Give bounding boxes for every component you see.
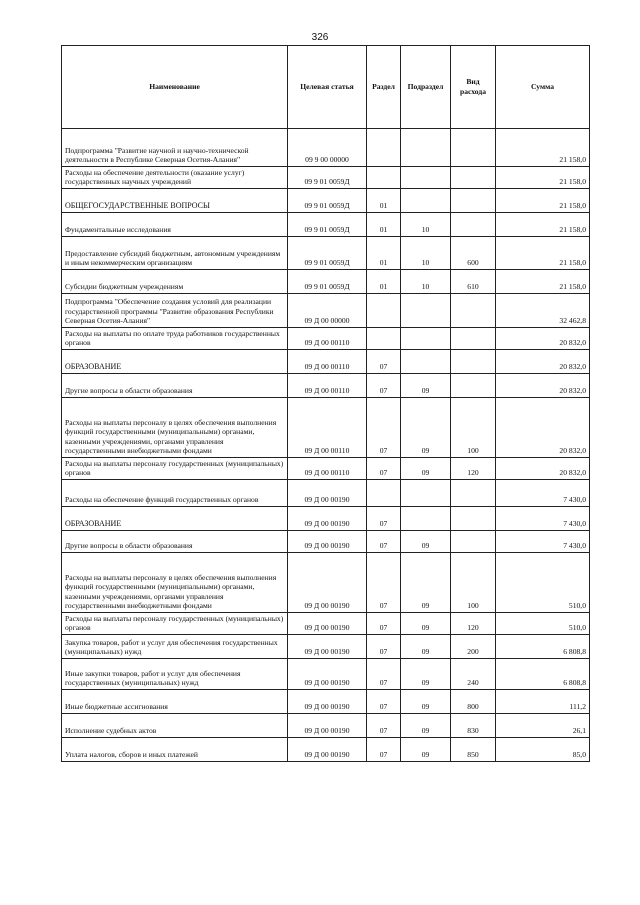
cell-sum: 20 832,0 — [496, 328, 590, 350]
cell-subsection — [401, 507, 451, 531]
cell-code: 09 9 01 0059Д — [288, 213, 367, 237]
cell-section — [367, 129, 401, 167]
cell-code: 09 Д 00 00110 — [288, 398, 367, 458]
cell-code: 09 9 01 0059Д — [288, 270, 367, 294]
cell-name: Расходы на выплаты персоналу в целях обеспечения выполнения функций государственными (муниципальными) органами, казенными учреждениями, органами управления государственными внебюджетными фондами — [62, 553, 288, 613]
cell-section: 07 — [367, 531, 401, 553]
cell-code: 09 9 01 0059Д — [288, 237, 367, 270]
table-row — [62, 328, 590, 350]
cell-sum: 21 158,0 — [496, 129, 590, 167]
cell-code: 09 Д 00 00190 — [288, 635, 367, 659]
cell-sum: 21 158,0 — [496, 270, 590, 294]
cell-subsection — [401, 189, 451, 213]
cell-type: 600 — [451, 237, 496, 270]
header-name: Наименование — [62, 46, 288, 129]
header-sum: Сумма — [496, 46, 590, 129]
cell-sum: 7 430,0 — [496, 480, 590, 507]
cell-sum: 21 158,0 — [496, 237, 590, 270]
cell-section: 07 — [367, 374, 401, 398]
cell-name: Исполнение судебных актов — [62, 714, 288, 738]
cell-subsection: 09 — [401, 738, 451, 762]
page-number: 326 — [311, 32, 329, 43]
header-section: Раздел — [367, 46, 401, 129]
cell-type — [451, 189, 496, 213]
cell-name: Закупка товаров, работ и услуг для обеспечения государственных (муниципальных) нужд — [62, 635, 288, 659]
cell-type: 800 — [451, 690, 496, 714]
cell-subsection — [401, 328, 451, 350]
table-row — [62, 635, 590, 659]
cell-subsection: 09 — [401, 714, 451, 738]
cell-type: 120 — [451, 458, 496, 480]
cell-section: 07 — [367, 659, 401, 690]
cell-sum: 21 158,0 — [496, 167, 590, 189]
cell-name: Предоставление субсидий бюджетным, автономным учреждениям и иным некоммерческим организациям — [62, 237, 288, 270]
table-row — [62, 553, 590, 613]
cell-code: 09 Д 00 00000 — [288, 294, 367, 328]
table-row — [62, 738, 590, 762]
cell-code: 09 9 00 00000 — [288, 129, 367, 167]
cell-section — [367, 328, 401, 350]
cell-subsection: 09 — [401, 553, 451, 613]
cell-type — [451, 129, 496, 167]
cell-code: 09 Д 00 00190 — [288, 507, 367, 531]
cell-section: 07 — [367, 635, 401, 659]
cell-subsection: 09 — [401, 613, 451, 635]
cell-name: Другие вопросы в области образования — [62, 531, 288, 553]
cell-section: 07 — [367, 738, 401, 762]
cell-subsection: 09 — [401, 531, 451, 553]
table-header-row — [62, 46, 590, 129]
cell-section: 01 — [367, 189, 401, 213]
header-subsection: Подраздел — [401, 46, 451, 129]
header-type: Вид расхода — [451, 46, 496, 129]
cell-type — [451, 480, 496, 507]
cell-code: 09 Д 00 00110 — [288, 328, 367, 350]
cell-sum: 32 462,8 — [496, 294, 590, 328]
table-row — [62, 270, 590, 294]
cell-name: Уплата налогов, сборов и иных платежей — [62, 738, 288, 762]
cell-sum: 7 430,0 — [496, 507, 590, 531]
cell-section — [367, 167, 401, 189]
cell-name: ОБРАЗОВАНИЕ — [62, 350, 288, 374]
cell-type: 850 — [451, 738, 496, 762]
cell-type: 100 — [451, 398, 496, 458]
cell-sum: 510,0 — [496, 553, 590, 613]
cell-type: 610 — [451, 270, 496, 294]
cell-section: 01 — [367, 213, 401, 237]
cell-name: Расходы на выплаты персоналу государственных (муниципальных) органов — [62, 458, 288, 480]
cell-section: 07 — [367, 613, 401, 635]
cell-sum: 20 832,0 — [496, 398, 590, 458]
cell-sum: 6 808,8 — [496, 659, 590, 690]
cell-subsection: 10 — [401, 270, 451, 294]
cell-name: Подпрограмма "Обеспечение создания условий для реализации государственной программы "Развитие образования Республики Северная Осетия-Алания" — [62, 294, 288, 328]
cell-name: Расходы на обеспечение деятельности (оказание услуг) государственных научных учреждений — [62, 167, 288, 189]
cell-name: Иные закупки товаров, работ и услуг для обеспечения государственных (муниципальных) нужд — [62, 659, 288, 690]
cell-sum: 7 430,0 — [496, 531, 590, 553]
cell-sum: 111,2 — [496, 690, 590, 714]
cell-name: Иные бюджетные ассигнования — [62, 690, 288, 714]
table-row — [62, 613, 590, 635]
cell-code: 09 9 01 0059Д — [288, 167, 367, 189]
table-row — [62, 507, 590, 531]
budget-table — [61, 45, 590, 762]
cell-name: Другие вопросы в области образования — [62, 374, 288, 398]
cell-subsection: 09 — [401, 635, 451, 659]
cell-name: Расходы на выплаты персоналу государственных (муниципальных) органов — [62, 613, 288, 635]
cell-section: 07 — [367, 690, 401, 714]
cell-subsection — [401, 129, 451, 167]
table-row — [62, 659, 590, 690]
cell-code: 09 Д 00 00110 — [288, 374, 367, 398]
table-row — [62, 237, 590, 270]
table-row — [62, 374, 590, 398]
cell-section: 07 — [367, 350, 401, 374]
cell-code: 09 Д 00 00110 — [288, 458, 367, 480]
cell-subsection — [401, 480, 451, 507]
cell-sum: 6 808,8 — [496, 635, 590, 659]
table-body — [62, 129, 590, 762]
cell-name: Фундаментальные исследования — [62, 213, 288, 237]
cell-sum: 20 832,0 — [496, 458, 590, 480]
cell-subsection: 10 — [401, 237, 451, 270]
table-row — [62, 714, 590, 738]
cell-type — [451, 328, 496, 350]
header-code: Целевая статья — [288, 46, 367, 129]
cell-type — [451, 531, 496, 553]
cell-subsection: 09 — [401, 690, 451, 714]
cell-sum: 21 158,0 — [496, 189, 590, 213]
table-row — [62, 189, 590, 213]
cell-code: 09 Д 00 00190 — [288, 714, 367, 738]
cell-section — [367, 480, 401, 507]
cell-name: Подпрограмма "Развитие научной и научно-технической деятельности в Республике Северная Осетия-Алания" — [62, 129, 288, 167]
table-row — [62, 350, 590, 374]
table-row — [62, 480, 590, 507]
cell-sum: 20 832,0 — [496, 374, 590, 398]
cell-code: 09 Д 00 00190 — [288, 690, 367, 714]
cell-type: 830 — [451, 714, 496, 738]
cell-subsection: 09 — [401, 458, 451, 480]
cell-subsection: 09 — [401, 398, 451, 458]
cell-code: 09 Д 00 00190 — [288, 659, 367, 690]
cell-name: Расходы на выплаты по оплате труда работников государственных органов — [62, 328, 288, 350]
cell-type — [451, 213, 496, 237]
cell-type — [451, 167, 496, 189]
cell-type: 120 — [451, 613, 496, 635]
cell-code: 09 Д 00 00190 — [288, 480, 367, 507]
cell-section: 07 — [367, 507, 401, 531]
cell-type — [451, 350, 496, 374]
cell-sum: 510,0 — [496, 613, 590, 635]
cell-section: 07 — [367, 714, 401, 738]
cell-type: 240 — [451, 659, 496, 690]
cell-section: 07 — [367, 398, 401, 458]
cell-code: 09 Д 00 00190 — [288, 738, 367, 762]
table-row — [62, 167, 590, 189]
cell-section: 07 — [367, 553, 401, 613]
cell-type: 100 — [451, 553, 496, 613]
cell-subsection — [401, 294, 451, 328]
cell-code: 09 9 01 0059Д — [288, 189, 367, 213]
cell-code: 09 Д 00 00190 — [288, 613, 367, 635]
cell-name: ОБЩЕГОСУДАРСТВЕННЫЕ ВОПРОСЫ — [62, 189, 288, 213]
cell-subsection: 09 — [401, 659, 451, 690]
cell-code: 09 Д 00 00190 — [288, 531, 367, 553]
cell-subsection: 10 — [401, 213, 451, 237]
cell-type — [451, 507, 496, 531]
cell-name: Субсидии бюджетным учреждениям — [62, 270, 288, 294]
cell-sum: 20 832,0 — [496, 350, 590, 374]
table-row — [62, 458, 590, 480]
table-row — [62, 213, 590, 237]
table-row — [62, 690, 590, 714]
cell-section: 07 — [367, 458, 401, 480]
cell-type — [451, 294, 496, 328]
cell-sum: 21 158,0 — [496, 213, 590, 237]
table-row — [62, 294, 590, 328]
table-row — [62, 531, 590, 553]
cell-name: Расходы на выплаты персоналу в целях обеспечения выполнения функций государственными (муниципальными) органами, казенными учреждениями, органами управления государственными внебюджетными фондами — [62, 398, 288, 458]
cell-code: 09 Д 00 00110 — [288, 350, 367, 374]
cell-section: 01 — [367, 270, 401, 294]
cell-type: 200 — [451, 635, 496, 659]
cell-subsection — [401, 350, 451, 374]
cell-name: Расходы на обеспечение функций государственных органов — [62, 480, 288, 507]
cell-section — [367, 294, 401, 328]
table-row — [62, 129, 590, 167]
cell-code: 09 Д 00 00190 — [288, 553, 367, 613]
cell-section: 01 — [367, 237, 401, 270]
cell-subsection — [401, 167, 451, 189]
cell-sum: 85,0 — [496, 738, 590, 762]
cell-name: ОБРАЗОВАНИЕ — [62, 507, 288, 531]
cell-subsection: 09 — [401, 374, 451, 398]
cell-type — [451, 374, 496, 398]
table-row — [62, 398, 590, 458]
cell-sum: 26,1 — [496, 714, 590, 738]
